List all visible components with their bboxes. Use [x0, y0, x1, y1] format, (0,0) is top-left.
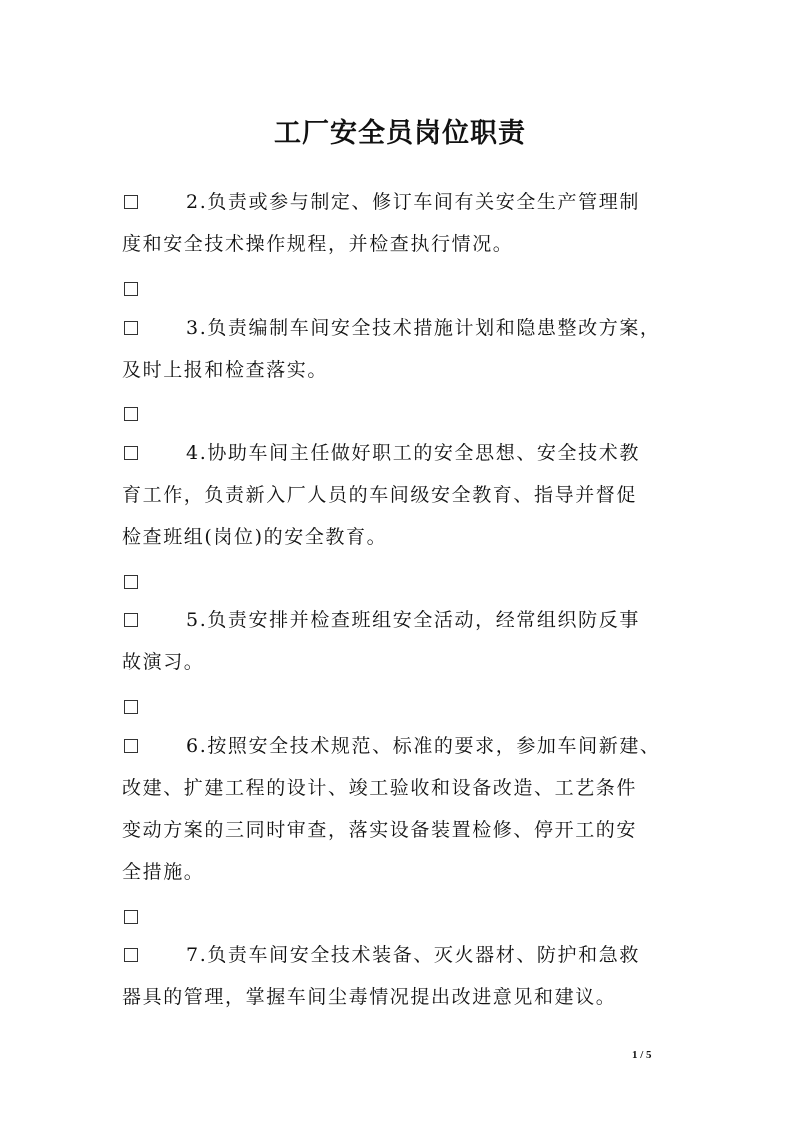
- paragraph-line: 2.负责或参与制定、修订车间有关安全生产管理制: [186, 191, 640, 213]
- paragraph-line: 5.负责安排并检查班组安全活动，经常组织防反事: [186, 609, 640, 631]
- checkbox[interactable]: [124, 739, 138, 753]
- paragraph-line: 改建、扩建工程的设计、竣工验收和设备改造、工艺条件: [122, 777, 638, 799]
- document-title: 工厂安全员岗位职责: [274, 118, 526, 150]
- checkbox[interactable]: [124, 700, 138, 714]
- paragraph-line: 7.负责车间安全技术装备、灭火器材、防护和急救: [186, 944, 640, 966]
- paragraph-line: 变动方案的三同时审查，落实设备装置检修、停开工的安: [122, 819, 638, 841]
- paragraph-line: 故演习。: [122, 651, 205, 673]
- paragraph-line: 度和安全技术操作规程，并检查执行情况。: [122, 233, 514, 255]
- paragraph-line: 检查班组(岗位)的安全教育。: [122, 526, 388, 548]
- paragraph-line: 及时上报和检查落实。: [122, 359, 329, 381]
- checkbox[interactable]: [124, 575, 138, 589]
- paragraph-line: 育工作，负责新入厂人员的车间级安全教育、指导并督促: [122, 484, 638, 506]
- checkbox[interactable]: [124, 282, 138, 296]
- paragraph-line: 4.协助车间主任做好职工的安全思想、安全技术教: [186, 442, 640, 464]
- checkbox[interactable]: [124, 910, 138, 924]
- checkbox[interactable]: [124, 446, 138, 460]
- paragraph-line: 3.负责编制车间安全技术措施计划和隐患整改方案，: [186, 317, 661, 339]
- checkbox[interactable]: [124, 613, 138, 627]
- checkbox[interactable]: [124, 321, 138, 335]
- page-number: 1 / 5: [632, 1049, 652, 1061]
- checkbox[interactable]: [124, 948, 138, 962]
- paragraph-line: 全措施。: [122, 861, 205, 883]
- checkbox[interactable]: [124, 195, 138, 209]
- checkbox[interactable]: [124, 407, 138, 421]
- paragraph-line: 6.按照安全技术规范、标准的要求，参加车间新建、: [186, 735, 661, 757]
- paragraph-line: 器具的管理，掌握车间尘毒情况提出改进意见和建议。: [122, 986, 617, 1008]
